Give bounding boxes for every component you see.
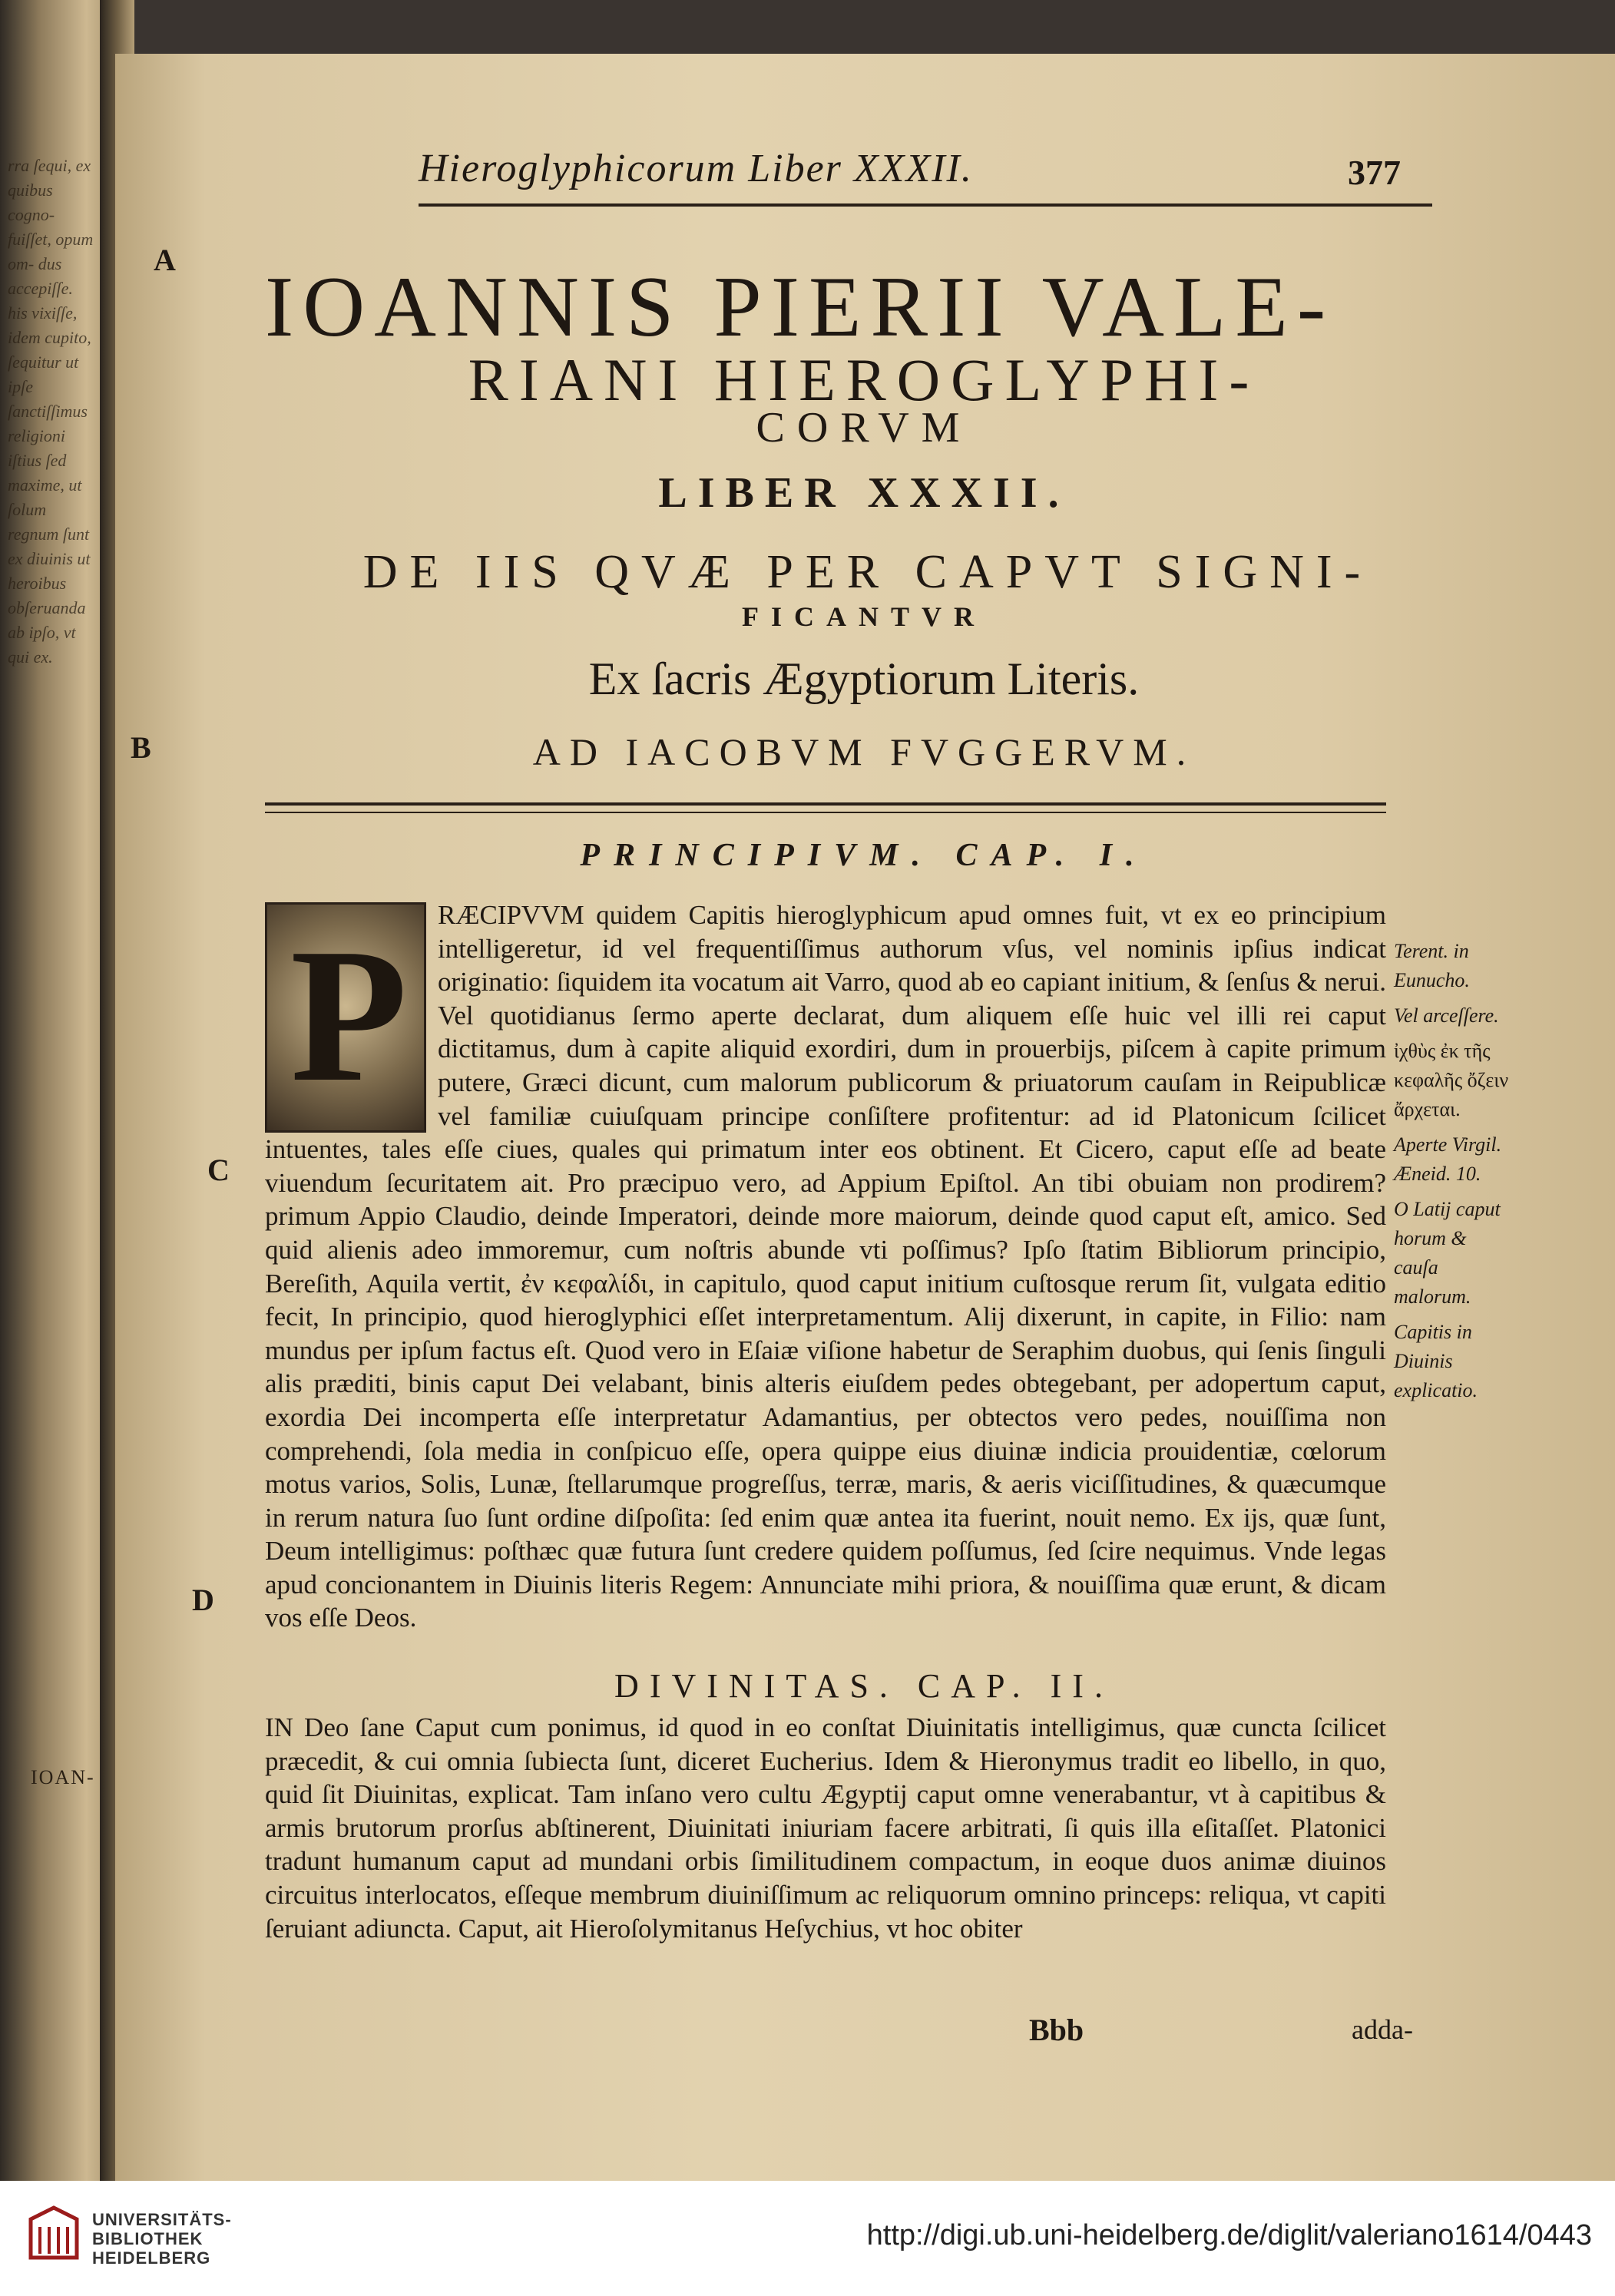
chapter-2-heading: DIVINITAS. CAP. II. <box>614 1667 1114 1705</box>
decorated-initial-letter: P <box>290 909 408 1122</box>
page-number: 377 <box>1348 153 1401 192</box>
title-line-3: CORVM <box>756 404 972 452</box>
decorated-initial <box>265 902 426 1133</box>
side-note: Aperte Virgil. Æneid. 10. <box>1394 1133 1502 1185</box>
chapter-1-text <box>265 898 1386 1635</box>
title-line-1: IOANNIS PIERII VALE- <box>265 260 1335 355</box>
left-page-catchword: IOAN- <box>31 1766 95 1788</box>
left-page-margin-text: rra ſequi, ex quibus cogno- fuiſſet, opum om- dus accepiſſe. his vixiſſe, idem cupito, ſequitur ut ipſe ſanctiſſimus religioni iſtius ſed maxime, ut ſolum regnum ſunt ex diuinis ut heroibus obſeruanda ab ipſo, vt qui ex. <box>8 156 94 667</box>
book-page <box>115 54 1615 2181</box>
margin-letter-d: D <box>192 1583 214 1617</box>
library-name <box>92 2210 232 2268</box>
library-name-line: BIBLIOTHEK <box>92 2229 204 2248</box>
title-line-6: FICANTVR <box>741 601 986 632</box>
library-name-line: HEIDELBERG <box>92 2248 211 2268</box>
header-rule <box>419 203 1432 207</box>
university-library-logo-icon <box>23 2204 84 2265</box>
title-line-5: DE IIS QVÆ PER CAPVT SIGNI- <box>362 546 1373 598</box>
side-note: Capitis in Diuinis explicatio. <box>1394 1321 1478 1401</box>
title-line-2: RIANI HIEROGLYPHI- <box>468 346 1260 413</box>
marginal-notes <box>1394 937 1509 1411</box>
catchword: adda- <box>1352 2014 1413 2045</box>
margin-letter-a: A <box>154 243 176 277</box>
permalink-url[interactable]: http://digi.ub.uni-heidelberg.de/diglit/valeriano1614/0443 <box>866 2219 1592 2251</box>
section-rule <box>265 802 1386 813</box>
signature-mark: Bbb <box>1029 2013 1084 2047</box>
title-line-8: AD IACOBVM FVGGERVM. <box>532 730 1196 773</box>
side-note: Terent. in Eunucho. <box>1394 940 1470 991</box>
side-note: Vel arceſſere. <box>1394 1004 1499 1027</box>
chapter-1-body: RÆCIPVVM quidem Capitis hieroglyphicum apud omnes fuit, vt ex eo principium intelligeretur, id vel frequentiſſimus authorum vſus, vel nominis ipſius indicat originatio: ſiquidem ita vocatum ait Varro, quod ab eo capiant initium, & ſenſus & nerui. Vel quotidianus ſermo aperte declarat, dum aliquem eſſe huic vel illi rei caput dictitamus, dum à capite aliquid exordiri, dum in prouerbijs, piſcem à capite primum putere, Græci dicunt, cum malorum publicorum & priuatorum cauſam in Reipublicæ vel familiæ cuiuſquam principe conſiſtere profitentur: ad id Platonicum ſcilicet intuentes, tales eſſe ciues, quales qui primatum inter eos obtinent. Et Cicero, caput eſſe ad beate viuendum ſecuritatem ait. Pro præcipuo vero, ad Appium Epiſtol. An tibi obuiam non prodirem? primum Appio Claudio, deinde Imperatori, deinde more maiorum, deinde quod caput eſt, amico. Sed quid alienis adeo immoremur, cum noſtris abunde vti poſſimus? Ipſo ſtatim Bibliorum principio, Bereſith, Aquila vertit, ἐν κεφαλίδι, in capitulo, quod caput initium cuſtosque rerum ſit, vulgata editio fecit, In principio, quod hieroglyphici eſſet interpretamentum. Alij dixerunt, in capite, in Filio: nam mundus per ipſum factus eſt. Quod vero in Eſaiæ viſione habetur de Seraphim duobus, qui ſenis ſinguli alis præditi, binis caput Dei velabant, binis alteris eiuſdem pedes obtegebant, per adopertum caput, exordia Dei incomperta eſſe interpretatur Adamantius, per obtectos vero pedes, nouiſſima non comprehendi, ſola media in conſpicuo eſſe, opera quippe eius diuinæ indicia prouidentiæ, cœlorum motus varios, Solis, Lunæ, ſtellarumque progreſſus, terræ, maris, & aeris viciſſitudines, & quæcumque in rerum natura ſuo ſunt ordine diſpoſita: ſed enim quæ antea ita fuerint, nouit nemo. Ex ijs, quæ ſunt, Deum intelligimus: poſthæc quæ futura ſunt credere quidem poſſumus, ſed ſcire nequimus. Vnde legas apud concionantem in Diuinis literis Regem: Annunciate mihi priora, & nouiſſima quæ erunt, & dicam vos eſſe Deos. <box>265 900 1386 1633</box>
margin-letter-b: B <box>131 730 151 765</box>
title-line-4: LIBER XXXII. <box>658 469 1070 517</box>
library-name-line: UNIVERSITÄTS- <box>92 2210 232 2229</box>
digitization-footer <box>0 2181 1615 2296</box>
margin-letter-c: C <box>207 1153 230 1187</box>
chapter-2-text: IN Deo ſane Caput cum ponimus, id quod in eo conſtat Diuinitatis intelligimus, quæ cuncta ſcilicet præcedit, & cui omnia ſubiecta ſunt, diceret Eucherius. Idem & Hieronymus tradit eo libello, in quo, quid ſit Diuinitas, explicat. Tam inſano vero cultu Ægyptij caput omne venerabantur, vt à capitibus & armis brutorum prorſus abſtinerent, Diuinitati iniuriam facere arbitrati, ſi quis illa eſitaſſet. Platonici tradunt humanum caput ad mundani orbis ſimilitudinem compactum, in eoque duos animæ diuinos circuitus interlocatos, eſſeque membrum diuiniſſimum ac reliquorum omnino princeps: reliqua, vt capiti ſeruiant adiuncta. Caput, ait Hieroſolymitanus Heſychius, vt hoc obiter <box>265 1712 1386 1944</box>
running-head: Hieroglyphicorum Liber XXXII. <box>419 147 973 190</box>
side-note: O Latij caput horum & cauſa malorum. <box>1394 1198 1501 1308</box>
title-line-7: Ex ſacris Ægyptiorum Literis. <box>588 653 1140 704</box>
side-note-greek: ἰχθὺς ἐκ τῆς κεφαλῆς ὄζειν ἄρχεται. <box>1394 1040 1509 1120</box>
left-facing-page <box>0 0 115 2181</box>
chapter-1-heading: PRINCIPIVM. CAP. I. <box>580 838 1148 873</box>
